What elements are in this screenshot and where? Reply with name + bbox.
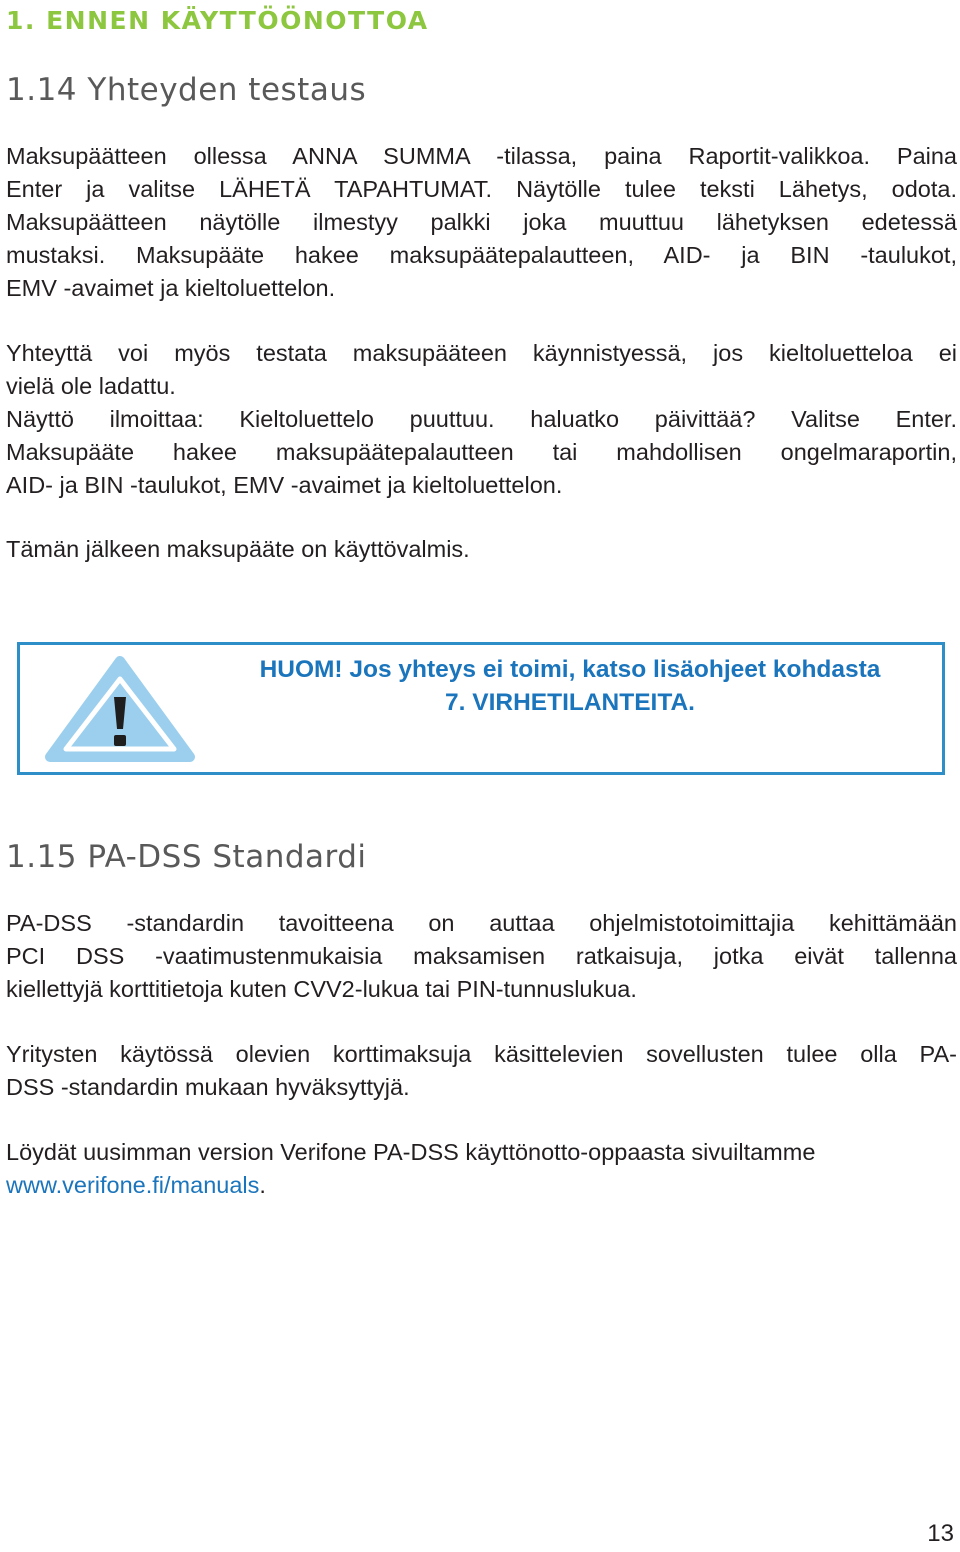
text-line: AID- ja BIN -taulukot, EMV -avaimet ja kieltoluettelon. [6, 472, 563, 498]
text-line: vielä ole ladattu. [6, 373, 176, 399]
text-line: Yhteyttä voi myös testata maksupääteen käynnistyessä, jos kieltoluetteloa ei [6, 340, 957, 366]
text-line: mustaksi. Maksupääte hakee maksupäätepalautteen, AID- ja BIN -taulukot, [6, 242, 957, 268]
text-line: Enter ja valitse LÄHETÄ TAPAHTUMAT. Näytölle tulee teksti Lähetys, odota. [6, 176, 957, 202]
text-line: Maksupäätteen näytölle ilmestyy palkki joka muuttuu lähetyksen edetessä [6, 209, 957, 235]
paragraph-pa-dss-goal [6, 907, 957, 1006]
text-line: Tämän jälkeen maksupääte on käyttövalmis. [6, 536, 470, 562]
warning-message [210, 653, 930, 719]
warning-line: HUOM! Jos yhteys ei toimi, katso lisäohjeet kohdasta [259, 656, 881, 683]
warning-triangle-icon [44, 655, 196, 765]
paragraph-connection-test-steps [6, 140, 957, 305]
link-line [6, 1169, 957, 1202]
verifone-manuals-link[interactable]: www.verifone.fi/manuals [6, 1172, 260, 1198]
section-heading-pa-dss: 1.15 PA-DSS Standardi [6, 839, 367, 875]
page-number: 13 [927, 1520, 954, 1547]
text-line: PCI DSS -vaatimustenmukaisia maksamisen ratkaisuja, jotka eivät tallenna [6, 943, 957, 969]
paragraph-startup-test [6, 337, 957, 502]
text-line: Maksupääte hakee maksupäätepalautteen tai mahdollisen ongelmaraportin, [6, 439, 957, 465]
chapter-heading: 1. ENNEN KÄYTTÖÖNOTTOA [6, 6, 429, 35]
text-line: Yritysten käytössä olevien korttimaksuja käsittelevien sovellusten tulee olla PA- [6, 1041, 957, 1067]
link-suffix: . [259, 1172, 266, 1198]
paragraph-ready-to-use [6, 533, 957, 566]
text-line: DSS -standardin mukaan hyväksyttyjä. [6, 1074, 410, 1100]
text-line: Näyttö ilmoittaa: Kieltoluettelo puuttuu. haluatko päivittää? Valitse Enter. [6, 406, 957, 432]
text-line: PA-DSS -standardin tavoitteena on auttaa ohjelmistotoimittajia kehittämään [6, 910, 957, 936]
warning-line: 7. VIRHETILANTEITA. [444, 689, 695, 716]
text-line: Maksupäätteen ollessa ANNA SUMMA -tilassa, paina Raportit-valikkoa. Paina [6, 143, 957, 169]
text-line: kiellettyjä korttitietoja kuten CVV2-lukua tai PIN-tunnuslukua. [6, 976, 637, 1002]
paragraph-manual-link [6, 1136, 957, 1202]
section-heading-yhteyden-testaus: 1.14 Yhteyden testaus [6, 72, 367, 108]
text-line: Löydät uusimman version Verifone PA-DSS käyttönotto-oppaasta sivuiltamme [6, 1139, 816, 1165]
paragraph-pa-dss-requirement [6, 1038, 957, 1104]
text-line: EMV -avaimet ja kieltoluettelon. [6, 275, 336, 301]
warning-box [17, 642, 945, 775]
